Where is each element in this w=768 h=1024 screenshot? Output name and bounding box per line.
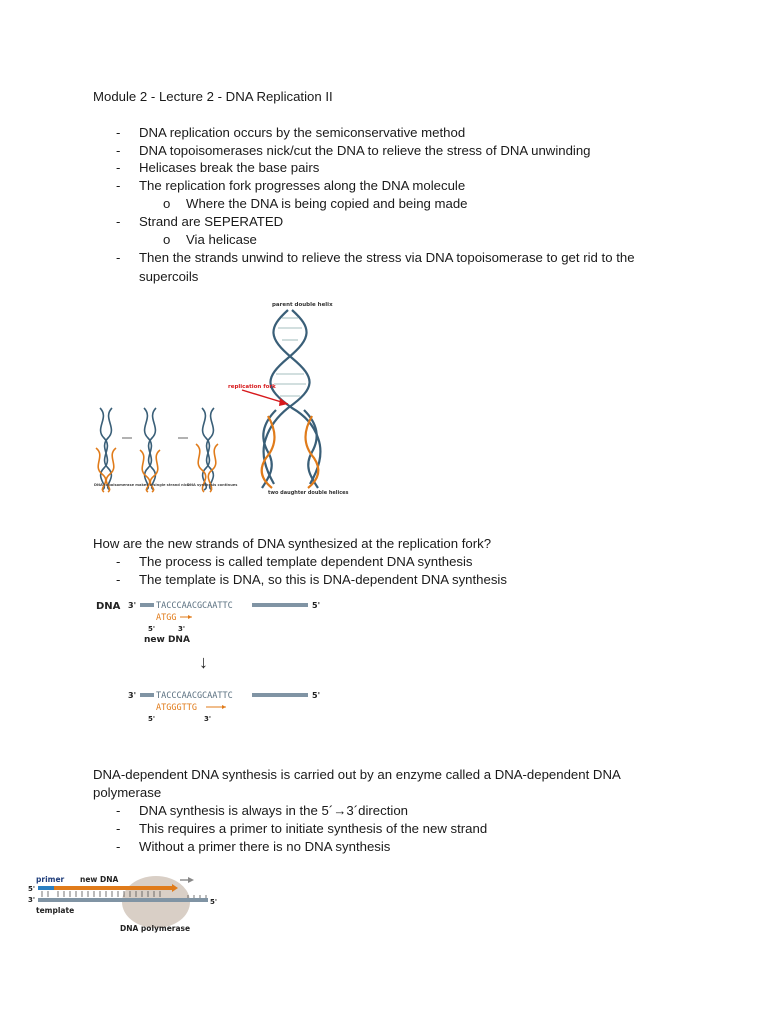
paragraph-line: DNA-dependent DNA synthesis is carried out by an enzyme called a DNA-dependent DNA bbox=[93, 767, 621, 782]
new-strand2-arrowhead bbox=[222, 705, 226, 709]
bullet-dash: - bbox=[116, 160, 121, 175]
bullet-dash: - bbox=[116, 554, 121, 569]
template-sequence: TACCCAACGCAATTC bbox=[156, 601, 233, 611]
bullet-dash: - bbox=[116, 803, 121, 818]
bullet-dash: - bbox=[116, 143, 121, 158]
template-strand-right bbox=[252, 603, 308, 607]
new-strand2-sequence: ATGGGTTG bbox=[156, 703, 197, 713]
bullet-item: DNA synthesis is always in the 5´→3´direction bbox=[139, 803, 408, 818]
new-dna-label: new DNA bbox=[144, 635, 190, 645]
bullet-dash: - bbox=[116, 250, 121, 265]
bullet-dash: - bbox=[116, 839, 121, 854]
daughter-helices-label: two daughter double helices bbox=[268, 490, 349, 496]
polymerase-label: DNA polymerase bbox=[120, 924, 191, 933]
primer-label: primer bbox=[36, 875, 65, 884]
primer-segment bbox=[38, 886, 54, 890]
dna-polymerase-figure bbox=[28, 868, 218, 938]
bullet-item: Helicases break the base pairs bbox=[139, 160, 320, 175]
template2-strand-left bbox=[140, 693, 154, 697]
new-3prime: 3' bbox=[178, 625, 186, 633]
bullet-dash: - bbox=[116, 821, 121, 836]
new-5prime: 5' bbox=[148, 625, 156, 633]
bullet-dash: - bbox=[116, 178, 121, 193]
template-label: template bbox=[36, 906, 75, 915]
template-3prime: 3' bbox=[128, 601, 137, 610]
bullet-item: This requires a primer to initiate synthesis of the new strand bbox=[139, 821, 488, 836]
page-title: Module 2 - Lecture 2 - DNA Replication II bbox=[93, 89, 333, 104]
primer-5prime: 5' bbox=[28, 885, 36, 893]
template2-5prime: 5' bbox=[312, 691, 321, 700]
sub-bullet-marker: o bbox=[163, 196, 171, 211]
sub-bullet-item: Where the DNA is being copied and being made bbox=[186, 196, 468, 211]
template-strand bbox=[38, 898, 208, 902]
replication-fork-label: replication fork bbox=[228, 384, 276, 390]
topoisomerase-panel bbox=[96, 408, 218, 492]
bullet-dash: - bbox=[116, 125, 121, 140]
bullet-item: The template is DNA, so this is DNA-dependent DNA synthesis bbox=[139, 572, 507, 587]
bullet-item: Then the strands unwind to relieve the stress via DNA topoisomerase to get rid to the bbox=[139, 250, 635, 265]
synthesis-direction-arrowhead bbox=[188, 877, 194, 883]
template2-strand-right bbox=[252, 693, 308, 697]
template-strand-left bbox=[140, 603, 154, 607]
template-3prime: 3' bbox=[28, 896, 36, 904]
template2-3prime: 3' bbox=[128, 691, 137, 700]
sub-bullet-marker: o bbox=[163, 232, 171, 247]
new2-5prime: 5' bbox=[148, 715, 156, 723]
bullet-dash: - bbox=[116, 572, 121, 587]
sub-bullet-item: Via helicase bbox=[186, 232, 257, 247]
bullet-item: The process is called template dependent DNA synthesis bbox=[139, 554, 473, 569]
new2-3prime: 3' bbox=[204, 715, 212, 723]
replication-fork-figure bbox=[92, 298, 362, 498]
bullet-dash: - bbox=[116, 214, 121, 229]
synthesis-caption: DNA synthesis continues bbox=[187, 483, 238, 487]
new-dna-segment bbox=[54, 886, 174, 890]
template2-sequence: TACCCAACGCAATTC bbox=[156, 691, 233, 701]
bullet-item-continuation: supercoils bbox=[139, 269, 199, 284]
new-strand-sequence: ATGG bbox=[156, 613, 177, 623]
new-dna-label: new DNA bbox=[80, 875, 119, 884]
template-synthesis-figure bbox=[94, 596, 334, 726]
question-heading: How are the new strands of DNA synthesized at the replication fork? bbox=[93, 536, 492, 551]
bullet-item: The replication fork progresses along the DNA molecule bbox=[139, 178, 466, 193]
dna-label: DNA bbox=[96, 601, 121, 612]
bullet-item: DNA replication occurs by the semiconservative method bbox=[139, 125, 466, 140]
new-strand-arrowhead bbox=[188, 615, 192, 619]
parent-helix-label: parent double helix bbox=[272, 302, 333, 308]
bullet-item: Strand are SEPERATED bbox=[139, 214, 284, 229]
template-5prime: 5' bbox=[210, 898, 218, 906]
paragraph-line: polymerase bbox=[93, 785, 162, 800]
template-5prime: 5' bbox=[312, 601, 321, 610]
bullet-item: DNA topoisomerases nick/cut the DNA to relieve the stress of DNA unwinding bbox=[139, 143, 591, 158]
down-arrow: ↓ bbox=[199, 652, 208, 672]
bullet-item: Without a primer there is no DNA synthesis bbox=[139, 839, 391, 854]
topoisomerase-caption: DNA topoisomerase makes a single strand nick bbox=[94, 483, 190, 487]
